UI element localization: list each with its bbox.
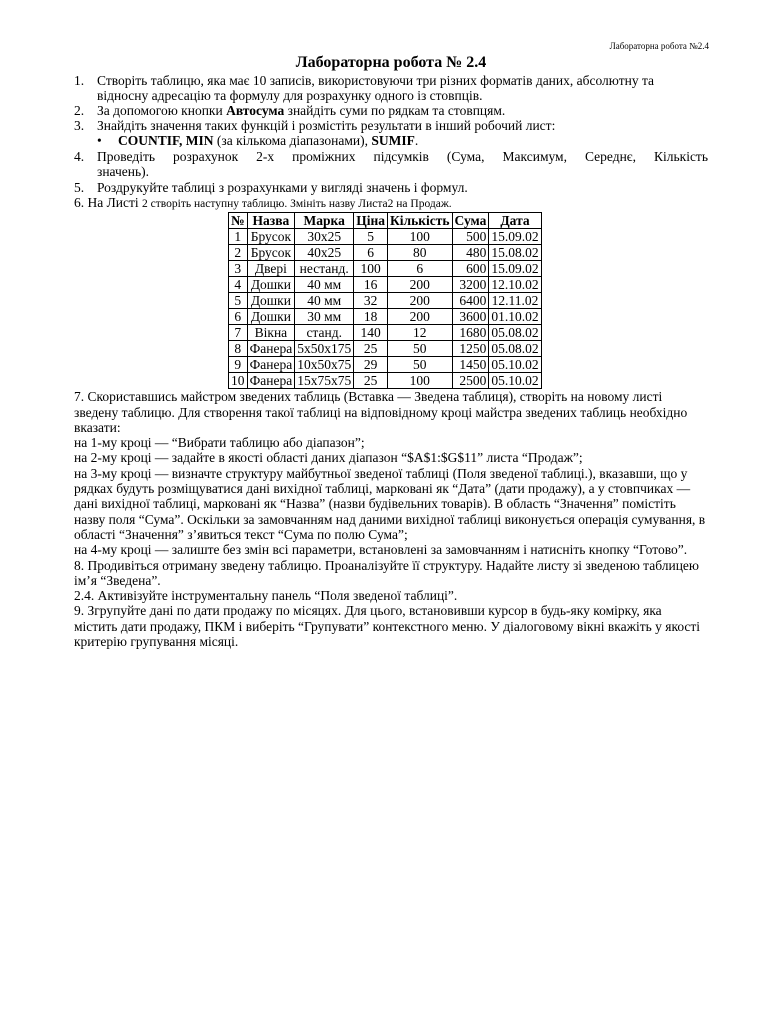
table-cell: 200: [387, 277, 452, 293]
table-cell: Фанера: [247, 373, 295, 389]
table-cell: 1250: [452, 341, 489, 357]
table-cell: Фанера: [247, 341, 295, 357]
table-row: [229, 325, 542, 341]
task-list: [74, 73, 708, 133]
table-cell: нестанд.: [295, 261, 354, 277]
task-list-continued: [74, 149, 708, 195]
table-cell: 5x50x175: [295, 341, 354, 357]
column-header: Марка: [295, 213, 354, 229]
table-cell: 80: [387, 245, 452, 261]
function-bullet: [74, 133, 708, 149]
table-cell: 3: [229, 261, 248, 277]
task-item-3: [74, 118, 708, 133]
column-header: Сума: [452, 213, 489, 229]
table-cell: 29: [354, 357, 388, 373]
table-cell: 05.08.02: [489, 341, 541, 357]
bullet-functions-2: SUMIF: [371, 133, 415, 148]
table-cell: 30 мм: [295, 309, 354, 325]
bullet-icon: •: [97, 133, 102, 148]
table-cell: 600: [452, 261, 489, 277]
table-cell: 32: [354, 293, 388, 309]
table-cell: 8: [229, 341, 248, 357]
table-row: [229, 357, 542, 373]
table-cell: 100: [354, 261, 388, 277]
table-cell: 15.09.02: [489, 229, 541, 245]
task-item-4: [74, 149, 708, 179]
table-cell: 140: [354, 325, 388, 341]
task-number: 4.: [74, 149, 85, 164]
table-cell: 500: [452, 229, 489, 245]
table-cell: 480: [452, 245, 489, 261]
table-cell: 3200: [452, 277, 489, 293]
table-cell: 16: [354, 277, 388, 293]
table-cell: 50: [387, 341, 452, 357]
document-page: [74, 40, 708, 649]
table-cell: 100: [387, 229, 452, 245]
table-cell: 12.10.02: [489, 277, 541, 293]
table-cell: 100: [387, 373, 452, 389]
table-body: [229, 229, 542, 389]
table-row: [229, 245, 542, 261]
task-text-line-2: значень).: [97, 164, 150, 179]
task-number: 3.: [74, 118, 85, 133]
table-cell: 12.11.02: [489, 293, 541, 309]
table-cell: Двері: [247, 261, 295, 277]
body-paragraph: 7. Скориставшись майстром зведених таблиць (Вставка — Зведена таблиця), створіть на новому листі зведену таблицю. Для створення такої таблиці на відповідному кроці майстра зведених таблиць необхідно вказати:: [74, 389, 688, 435]
table-cell: 200: [387, 293, 452, 309]
table-cell: 40x25: [295, 245, 354, 261]
table-cell: 18: [354, 309, 388, 325]
table-cell: 40 мм: [295, 293, 354, 309]
body-paragraph: на 3-му кроці — визначте структуру майбутньої зведеної таблиці (Поля зведеної таблиці.), вказавши, що у рядках будуть розміщуватися дані вихідної таблиці, марковані як “Дата” (дати продажу), а у стовпчиках — дані вихідної таблиці, марковані як “Назва” (назви будівельних товарів). В область “Значення” помістіть назву поля “Сума”. Оскільки за замовчанням над даними вихідної таблиці виконується операція сумування, в області “Значення” з’явиться текст “Сума по полю Сума”;: [74, 465, 706, 542]
table-cell: 7: [229, 325, 248, 341]
task-text-post: знайдіть суми по рядкам та стовпцям.: [284, 103, 506, 118]
body-paragraph: на 4-му кроці — залиште без змін всі параметри, встановлені за замовчанням і натисніть кнопку “Готово”.: [74, 542, 688, 558]
table-cell: 30x25: [295, 229, 354, 245]
table-cell: 3600: [452, 309, 489, 325]
table-cell: 2500: [452, 373, 489, 389]
table-cell: 6: [387, 261, 452, 277]
task-6: [74, 195, 708, 212]
task-item-1: [74, 73, 708, 103]
table-cell: 10x50x75: [295, 357, 354, 373]
table-cell: 1450: [452, 357, 489, 373]
table-cell: Брусок: [247, 245, 295, 261]
table-cell: 05.10.02: [489, 357, 541, 373]
table-cell: 15x75x75: [295, 373, 354, 389]
table-row: [229, 373, 542, 389]
table-cell: 15.08.02: [489, 245, 541, 261]
table-cell: 01.10.02: [489, 309, 541, 325]
table-cell: 25: [354, 341, 388, 357]
body-text: [74, 389, 708, 649]
table-header-row: [229, 213, 542, 229]
task-item-5: [74, 180, 708, 195]
task-number: 2.: [74, 103, 85, 118]
body-paragraph: 9. Згрупуйте дані по дати продажу по місяцях. Для цього, встановивши курсор в будь-яку комірку, яка містить дати продажу, ПКМ і виберіть “Групувати” контекстного меню. У діалоговому вікні вкажіть у якості критерію групування місяці.: [74, 603, 701, 650]
table-cell: 50: [387, 357, 452, 373]
column-header: №: [229, 213, 248, 229]
task-text-line-1: Проведіть розрахунок 2-х проміжних підсумків (Сума, Максимум, Середнє, Кількість: [97, 149, 708, 164]
table-cell: 6400: [452, 293, 489, 309]
table-cell: Дошки: [247, 277, 295, 293]
bullet-end: .: [414, 133, 419, 148]
task-text: Роздрукуйте таблиці з розрахунками у вигляді значень і формул.: [97, 180, 468, 195]
table-cell: Вікна: [247, 325, 295, 341]
table-row: [229, 261, 542, 277]
task-text: Створіть таблицю, яка має 10 записів, використовуючи три різних форматів даних, абсолютну та відносну адресацію та формулу для розрахунку одного із стовпців.: [97, 73, 655, 103]
task-text-bold: Автосума: [226, 103, 285, 118]
column-header: Кількість: [387, 213, 452, 229]
table-cell: Брусок: [247, 229, 295, 245]
body-paragraph: 8. Продивіться отриману зведену таблицю. Проаналізуйте її структуру. Надайте листу зі зведеною таблицею ім’я “Зведена”.: [74, 557, 700, 588]
task-text: Знайдіть значення таких функцій і розмістіть результати в інший робочий лист:: [97, 118, 556, 133]
bullet-text: (за кількома діапазонами),: [213, 133, 372, 148]
column-header: Назва: [247, 213, 295, 229]
table-cell: Фанера: [247, 357, 295, 373]
table-cell: 4: [229, 277, 248, 293]
column-header: Дата: [489, 213, 541, 229]
running-header: Лабораторна робота №2.4: [609, 41, 709, 51]
table-cell: 12: [387, 325, 452, 341]
table-cell: 25: [354, 373, 388, 389]
task-number: 5.: [74, 180, 85, 195]
task-6-lead: 6. На Листі: [74, 195, 143, 210]
table-cell: 15.09.02: [489, 261, 541, 277]
table-cell: 1: [229, 229, 248, 245]
table-cell: 10: [229, 373, 248, 389]
body-paragraph: на 1-му кроці — “Вибрати таблицю або діапазон”;: [74, 435, 365, 451]
table-row: [229, 229, 542, 245]
table-cell: 1680: [452, 325, 489, 341]
table-cell: 40 мм: [295, 277, 354, 293]
table-cell: 05.10.02: [489, 373, 541, 389]
table-row: [229, 309, 542, 325]
table-cell: станд.: [295, 325, 354, 341]
table-row: [229, 277, 542, 293]
document-title: Лабораторна робота № 2.4: [295, 54, 487, 71]
table-row: [229, 341, 542, 357]
task-item-2: [74, 103, 708, 118]
body-paragraph: 2.4. Активізуйте інструментальну панель “Поля зведеної таблиці”.: [74, 588, 458, 604]
task-number: 1.: [74, 73, 85, 88]
column-header: Ціна: [354, 213, 388, 229]
task-text-pre: За допомогою кнопки: [97, 103, 227, 118]
table-cell: Дошки: [247, 293, 295, 309]
table-cell: 200: [387, 309, 452, 325]
table-cell: 6: [229, 309, 248, 325]
bullet-functions-1: COUNTIF, MIN: [118, 133, 214, 148]
table-cell: 5: [354, 229, 388, 245]
table-row: [229, 293, 542, 309]
table-cell: 5: [229, 293, 248, 309]
table-cell: Дошки: [247, 309, 295, 325]
sales-table: [228, 212, 542, 389]
table-cell: 05.08.02: [489, 325, 541, 341]
table-cell: 6: [354, 245, 388, 261]
body-paragraph: на 2-му кроці — задайте в якості області даних діапазон “$A$1:$G$11” листа “Продаж”;: [74, 450, 583, 466]
task-6-rest: 2 створіть наступну таблицю. Змініть назву Листа2 на Продаж.: [142, 198, 452, 210]
table-cell: 9: [229, 357, 248, 373]
table-cell: 2: [229, 245, 248, 261]
